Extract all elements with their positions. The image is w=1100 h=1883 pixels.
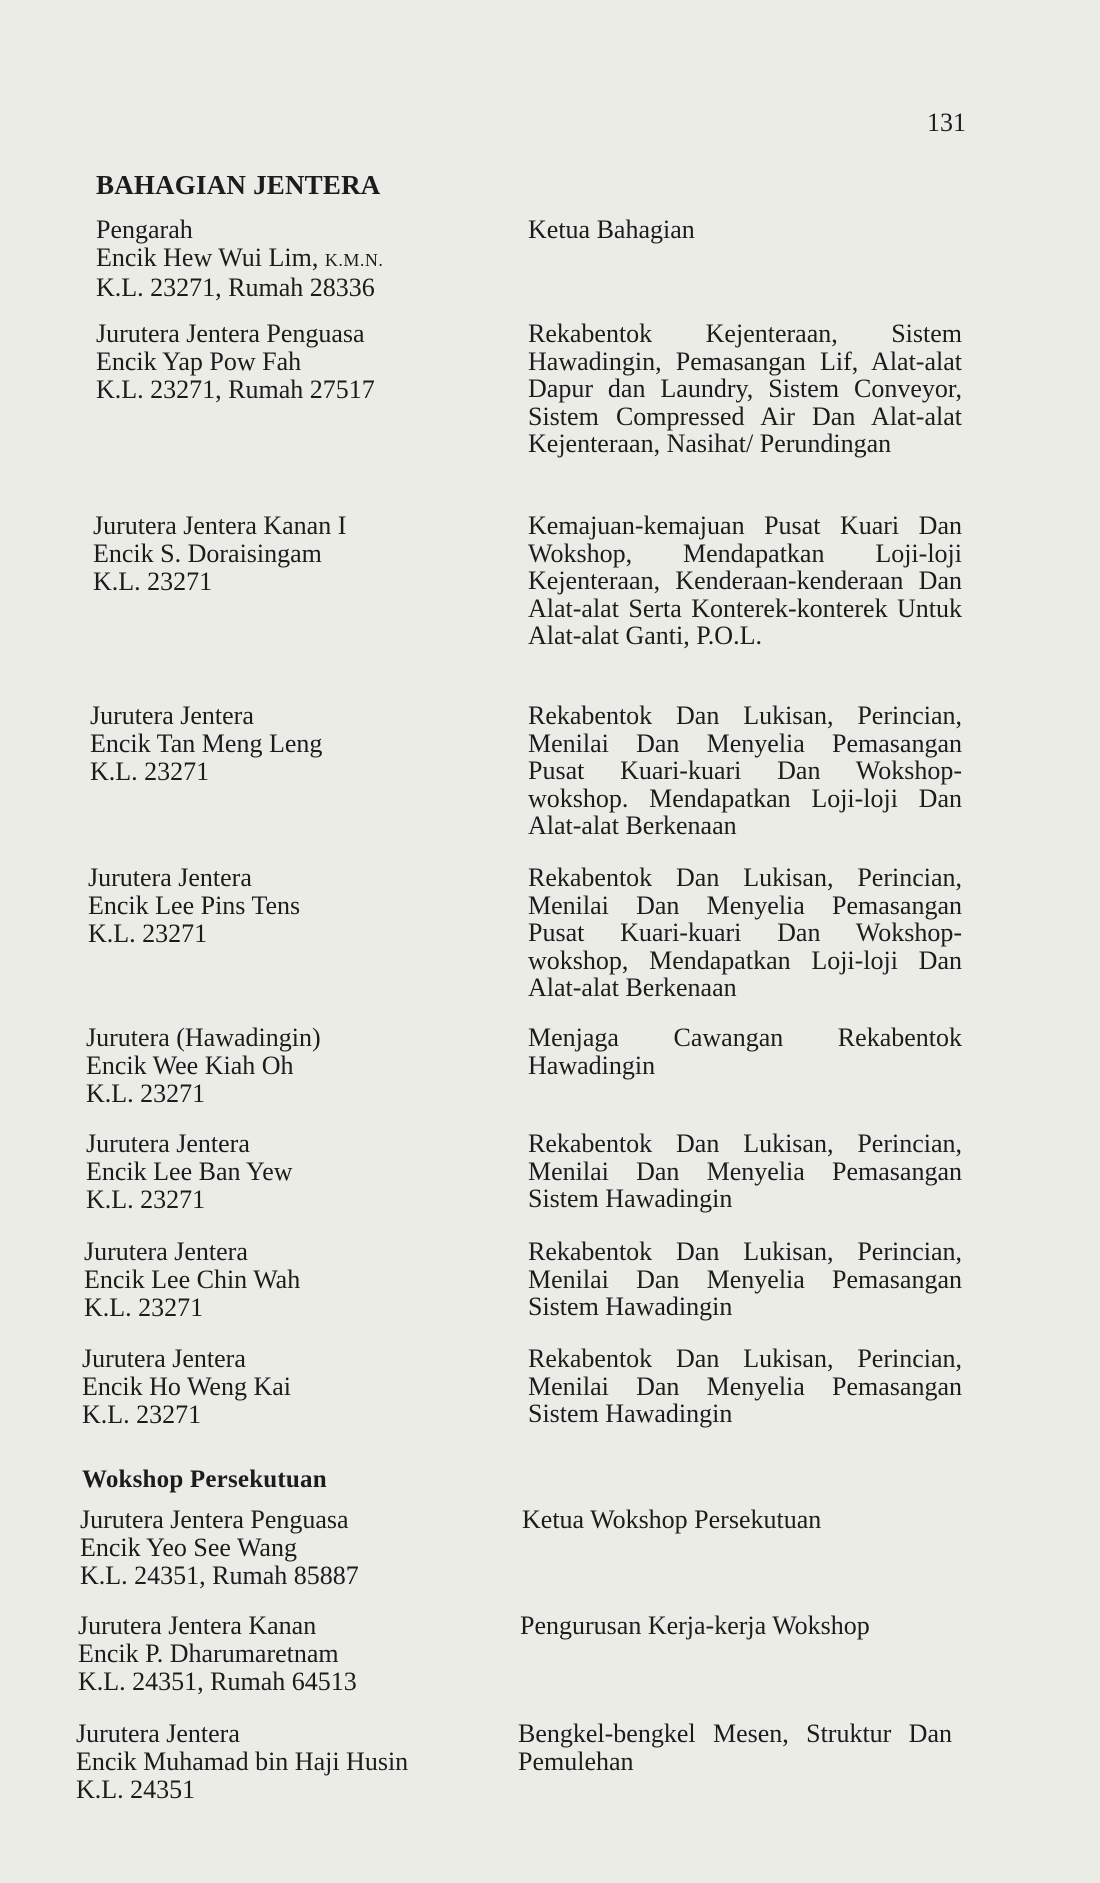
duties-text: Rekabentok Dan Lukisan, Perincian, Menilai Dan Menyelia Pemasangan Sistem Hawadingin <box>528 1344 962 1428</box>
position-title: Jurutera Jentera <box>86 1129 250 1158</box>
contact-number: K.L. 23271 <box>86 1079 206 1108</box>
staff-entry <box>88 864 518 948</box>
position-title: Jurutera Jentera <box>82 1344 246 1373</box>
staff-entry <box>90 702 520 786</box>
contact-number: K.L. 23271 <box>90 757 210 786</box>
position-title: Jurutera Jentera Kanan <box>78 1611 317 1640</box>
position-title: Pengarah <box>96 215 193 244</box>
staff-entry <box>82 1345 512 1429</box>
staff-entry-pengarah <box>96 216 526 302</box>
position-title: Jurutera Jentera <box>88 863 252 892</box>
contact-number: K.L. 23271 <box>93 567 213 596</box>
contact-number: K.L. 24351, Rumah 64513 <box>78 1667 357 1696</box>
staff-name: Encik Wee Kiah Oh <box>86 1051 294 1080</box>
duties-text: Rekabentok Dan Lukisan, Perincian, Menilai Dan Menyelia Pemasangan Pusat Kuari-kuari Dan Wokshop-wokshop, Mendapatkan Loji-loji Dan Alat-alat Berkenaan <box>528 863 962 1002</box>
staff-name: Encik Ho Weng Kai <box>82 1372 291 1401</box>
staff-entry <box>93 512 523 596</box>
staff-name: Encik Muhamad bin Haji Husin <box>76 1747 409 1776</box>
staff-name-line <box>96 244 526 274</box>
position-title: Jurutera Jentera <box>84 1237 248 1266</box>
staff-name: Encik Yap Pow Fah <box>96 347 302 376</box>
contact-number: K.L. 23271 <box>82 1400 202 1429</box>
position-title: Jurutera Jentera <box>76 1719 240 1748</box>
contact-number: K.L. 24351 <box>76 1775 196 1804</box>
position-title: Jurutera Jentera Kanan I <box>93 511 347 540</box>
contact-number: K.L. 23271, Rumah 27517 <box>96 375 375 404</box>
contact-number: K.L. 23271 <box>86 1185 206 1214</box>
section-heading-bahagian-jentera: BAHAGIAN JENTERA <box>96 170 381 200</box>
staff-name: Encik Tan Meng Leng <box>90 729 323 758</box>
staff-entry <box>96 320 526 404</box>
duties-text: Bengkel-bengkel Mesen, Struktur Dan Pemulehan <box>518 1719 952 1776</box>
staff-name: Encik Lee Ban Yew <box>86 1157 293 1186</box>
staff-name: Encik Yeo See Wang <box>80 1533 297 1562</box>
duties-text: Rekabentok Dan Lukisan, Perincian, Menilai Dan Menyelia Pemasangan Sistem Hawadingin <box>528 1237 962 1321</box>
duties-text: Pengurusan Kerja-kerja Wokshop <box>520 1611 870 1640</box>
page-number: 131 <box>927 108 966 137</box>
duties-text: Ketua Bahagian <box>528 215 695 244</box>
contact-number: K.L. 23271 <box>84 1293 204 1322</box>
contact-number: K.L. 23271 <box>88 919 208 948</box>
duties-text: Kemajuan-kemajuan Pusat Kuari Dan Wokshop, Mendapatkan Loji-loji Kejenteraan, Kenderaan-kenderaan Dan Alat-alat Serta Konterek-konterek Untuk Alat-alat Ganti, P.O.L. <box>528 511 962 650</box>
position-title: Jurutera Jentera <box>90 701 254 730</box>
staff-entry <box>76 1720 506 1804</box>
position-title: Jurutera (Hawadingin) <box>86 1023 321 1052</box>
section-heading-wokshop-persekutuan: Wokshop Persekutuan <box>82 1466 327 1493</box>
staff-entry <box>78 1612 508 1696</box>
staff-name: Encik Hew Wui Lim, <box>96 243 319 272</box>
duties-text: Rekabentok Kejenteraan, Sistem Hawadingin, Pemasangan Lif, Alat-alat Dapur dan Laundry, Sistem Conveyor, Sistem Compressed Air Dan Alat-alat Kejenteraan, Nasihat/ Perundingan <box>528 319 962 458</box>
contact-number: K.L. 23271, Rumah 28336 <box>96 273 375 302</box>
position-title: Jurutera Jentera Penguasa <box>80 1505 349 1534</box>
staff-entry <box>86 1024 516 1108</box>
honorific: K.M.N. <box>324 250 384 270</box>
staff-entry <box>84 1238 514 1322</box>
duties-text: Ketua Wokshop Persekutuan <box>522 1505 822 1534</box>
staff-name: Encik Lee Chin Wah <box>84 1265 301 1294</box>
contact-number: K.L. 24351, Rumah 85887 <box>80 1561 359 1590</box>
staff-name: Encik S. Doraisingam <box>93 539 322 568</box>
staff-entry <box>86 1130 516 1214</box>
duties-text: Rekabentok Dan Lukisan, Perincian, Menilai Dan Menyelia Pemasangan Sistem Hawadingin <box>528 1129 962 1213</box>
staff-name: Encik P. Dharumaretnam <box>78 1639 339 1668</box>
duties-text: Menjaga Cawangan Rekabentok Hawadingin <box>528 1023 962 1080</box>
position-title: Jurutera Jentera Penguasa <box>96 319 365 348</box>
staff-entry <box>80 1506 510 1590</box>
staff-name: Encik Lee Pins Tens <box>88 891 301 920</box>
duties-text: Rekabentok Dan Lukisan, Perincian, Menilai Dan Menyelia Pemasangan Pusat Kuari-kuari Dan Wokshop-wokshop. Mendapatkan Loji-loji Dan Alat-alat Berkenaan <box>528 701 962 840</box>
